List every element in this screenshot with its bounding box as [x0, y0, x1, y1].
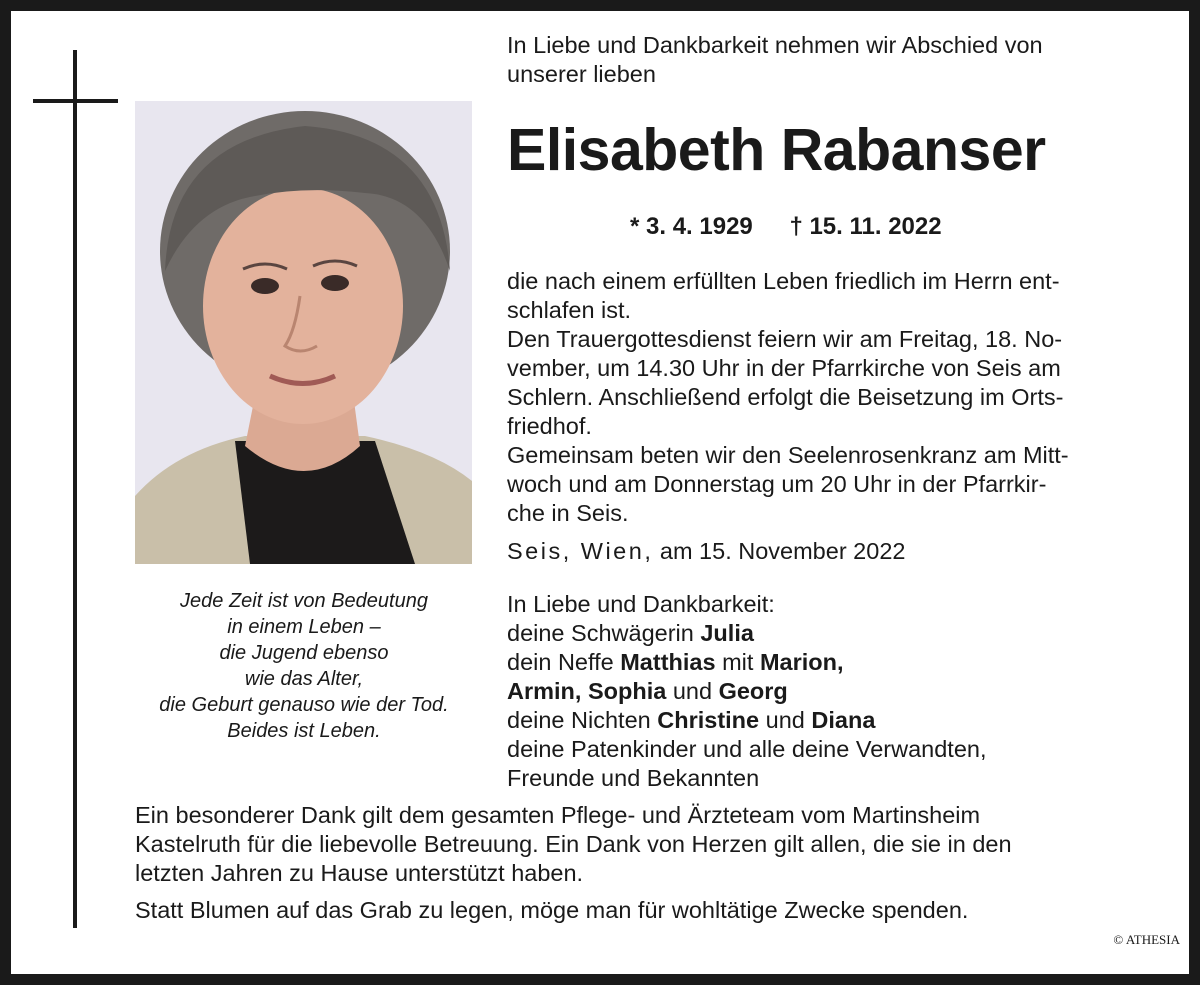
quote-line: Beides ist Leben.: [227, 720, 381, 742]
portrait-photo: [135, 101, 472, 564]
body-line: Gemeinsam beten wir den Seelenrosenkranz am Mitt-: [507, 442, 1069, 468]
body-line: Schlern. Anschließend erfolgt die Beisetzung im Orts-: [507, 384, 1064, 410]
announcement-date: am 15. November 2022: [659, 538, 906, 564]
quote-line: die Geburt genauso wie der Tod.: [159, 694, 449, 716]
body-line: Den Trauergottesdienst feiern wir am Freitag, 18. No-: [507, 326, 1063, 352]
quote-line: in einem Leben –: [227, 616, 381, 638]
memorial-quote: [128, 588, 480, 744]
family-list: [507, 590, 987, 793]
body-line: woch und am Donnerstag um 20 Uhr in der Pfarrkir-: [507, 471, 1047, 497]
place-names: Seis, Wien,: [507, 538, 654, 564]
body-line: die nach einem erfüllten Leben friedlich im Herrn ent-: [507, 268, 1060, 294]
family-line: deine Patenkinder und alle deine Verwandten,: [507, 736, 987, 762]
body-line: friedhof.: [507, 413, 592, 439]
donation-note: Statt Blumen auf das Grab zu legen, möge man für wohltätige Zwecke spenden.: [135, 897, 969, 923]
place-date: [507, 537, 905, 566]
cross-icon-vertical: [73, 50, 77, 928]
thanks-section: [135, 801, 1175, 925]
cross-icon-horizontal: [33, 99, 118, 103]
death-date: † 15. 11. 2022: [789, 213, 942, 240]
family-heading: In Liebe und Dankbarkeit:: [507, 591, 775, 617]
family-line: deine Schwägerin Julia: [507, 620, 754, 646]
body-line: vember, um 14.30 Uhr in der Pfarrkirche von Seis am: [507, 355, 1061, 381]
intro-line: unserer lieben: [507, 61, 656, 87]
family-line: deine Nichten Christine und Diana: [507, 707, 876, 733]
life-dates: [630, 212, 942, 242]
intro-text: [507, 31, 1043, 89]
deceased-name: Elisabeth Rabanser: [507, 117, 1046, 183]
body-line: schlafen ist.: [507, 297, 632, 323]
birth-date: * 3. 4. 1929: [630, 213, 753, 240]
copyright-notice: © ATHESIA: [1113, 932, 1180, 947]
family-line: Armin, Sophia und Georg: [507, 678, 788, 704]
thanks-line: letzten Jahren zu Hause unterstützt haben.: [135, 860, 584, 886]
body-line: che in Seis.: [507, 500, 629, 526]
quote-line: Jede Zeit ist von Bedeutung: [180, 590, 428, 612]
quote-line: die Jugend ebenso: [219, 642, 389, 664]
family-line: dein Neffe Matthias mit Marion,: [507, 649, 844, 675]
thanks-line: Ein besonderer Dank gilt dem gesamten Pflege- und Ärzteteam vom Martinsheim: [135, 802, 981, 828]
announcement-body: [507, 267, 1172, 528]
family-line: Freunde und Bekannten: [507, 765, 760, 791]
thanks-line: Kastelruth für die liebevolle Betreuung. Ein Dank von Herzen gilt allen, die sie in den: [135, 831, 1012, 857]
quote-line: wie das Alter,: [244, 668, 364, 690]
intro-line: In Liebe und Dankbarkeit nehmen wir Abschied von: [507, 32, 1043, 58]
